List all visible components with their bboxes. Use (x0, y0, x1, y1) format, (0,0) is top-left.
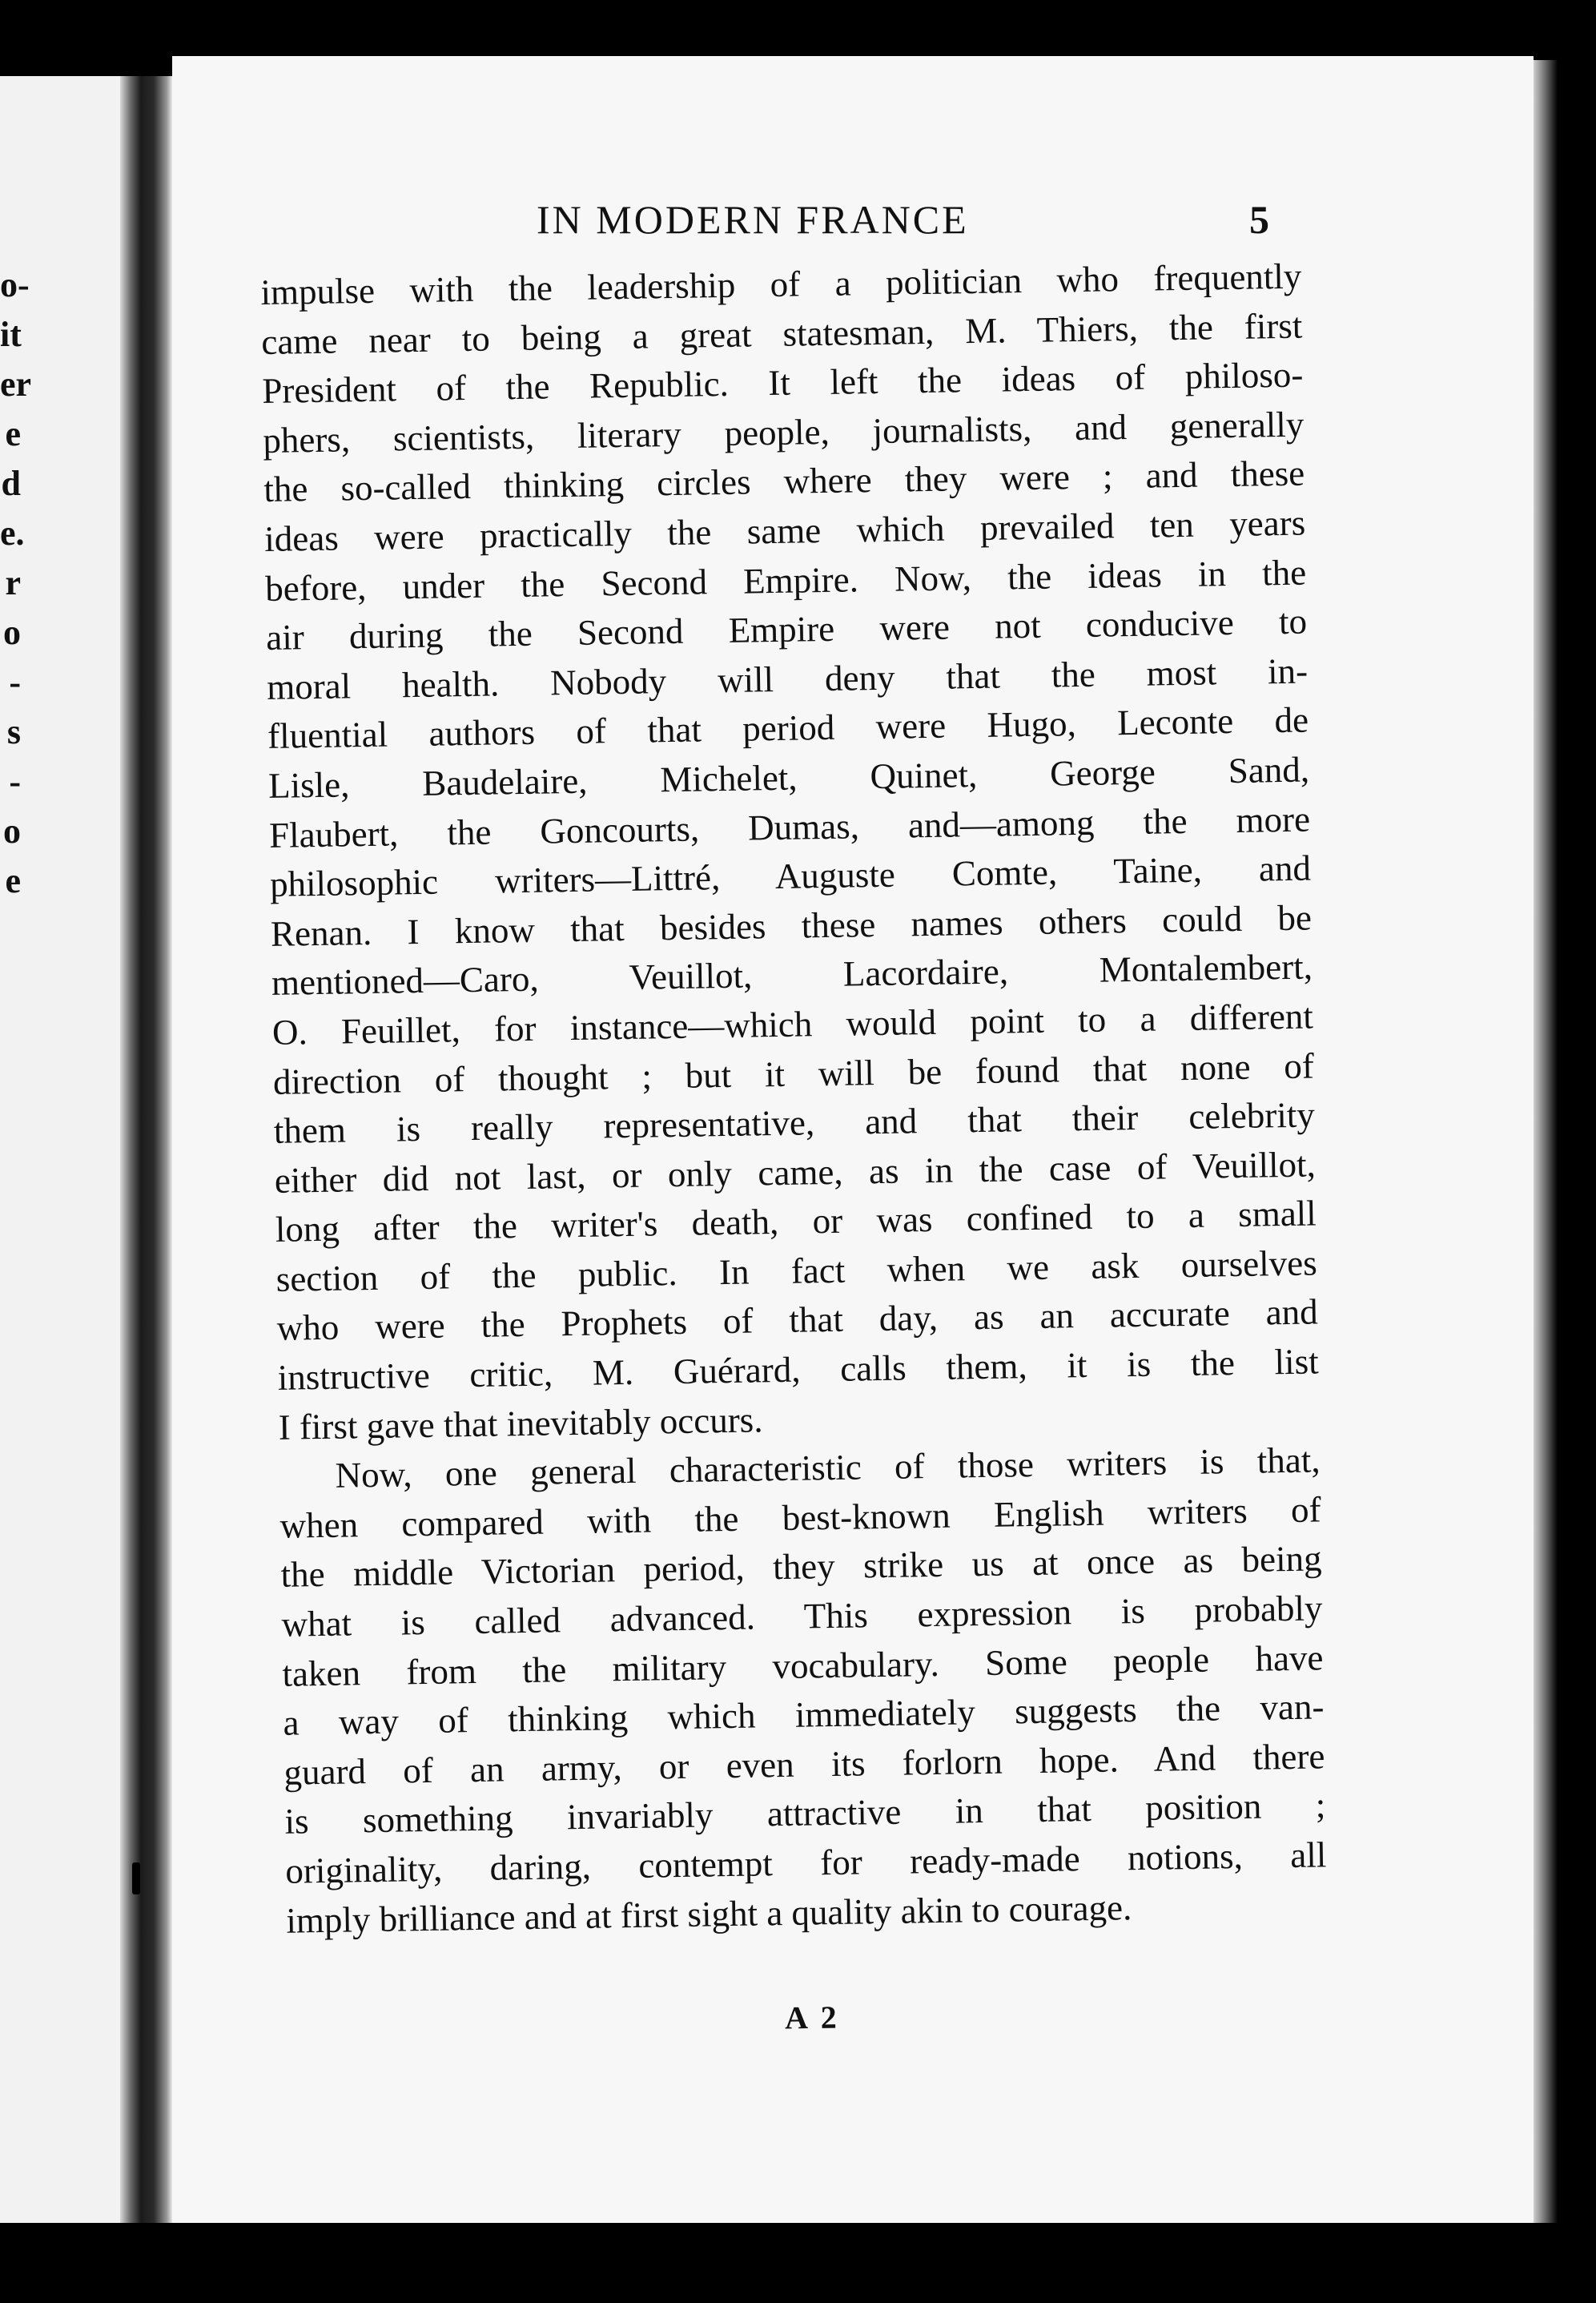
facing-page-fragment: o- (0, 265, 30, 304)
text-line: them is really representative, and that their celebrity (273, 1094, 1316, 1151)
facing-page-fragment: - (9, 762, 21, 801)
text-line: fluential authors of that period were Hugo, Leconte de (267, 699, 1309, 757)
book-gutter (120, 76, 172, 2223)
signature-mark: A 2 (784, 1999, 841, 2036)
text-line: who were the Prophets of that day, as an accurate and (276, 1291, 1319, 1349)
text-line: O. Feuillet, for instance—which would point to a different (271, 996, 1314, 1053)
body-text (260, 252, 1328, 1946)
text-line: air during the Second Empire were not conducive to (265, 601, 1308, 658)
text-line: when compared with the best-known English writers of (279, 1489, 1321, 1546)
text-line: either did not last, or only came, as in the case of Veuillot, (274, 1144, 1317, 1201)
text-line: originality, daring, contempt for ready-made notions, all (285, 1834, 1327, 1891)
book-page (172, 56, 1534, 2223)
text-line: what is called advanced. This expression is probably (281, 1588, 1323, 1645)
facing-page (0, 76, 120, 2223)
page-edge-shadow (1534, 60, 1558, 2223)
paragraph-2 (279, 1436, 1328, 1946)
text-line: direction of thought ; but it will be found that none of (272, 1045, 1315, 1102)
facing-page-fragment: d (1, 464, 21, 503)
text-line: before, under the Second Empire. Now, the ideas in the (264, 552, 1307, 609)
text-line: long after the writer's death, or was confined to a small (275, 1193, 1317, 1250)
text-line: the middle Victorian period, they strike us at once as being (280, 1538, 1322, 1596)
facing-page-fragment: e (5, 861, 21, 900)
text-line: Flaubert, the Goncourts, Dumas, and—among the more (268, 799, 1311, 856)
text-line: is something invariably attractive in that position ; (284, 1785, 1326, 1842)
running-head (172, 196, 1534, 260)
facing-page-fragment: o (3, 811, 21, 851)
text-line: Lisle, Baudelaire, Michelet, Quinet, George Sand, (267, 749, 1310, 806)
gutter-mark (132, 1862, 140, 1894)
facing-page-fragment: r (5, 563, 21, 602)
text-line: section of the public. In fact when we ask ourselves (275, 1242, 1318, 1299)
facing-page-fragment: er (0, 364, 32, 404)
text-line: imply brilliance and at first sight a quality akin to courage. (286, 1886, 1132, 1941)
text-line: the so-called thinking circles where they were ; and these (263, 453, 1305, 510)
facing-page-fragment: e. (0, 513, 25, 553)
facing-page-fragment: it (0, 315, 22, 354)
text-line: a way of thinking which immediately suggests the van- (283, 1686, 1325, 1743)
text-line: came near to being a great statesman, M. Thiers, the first (261, 305, 1303, 362)
text-line: philosophic writers—Littré, Auguste Comte, Taine, and (269, 848, 1312, 905)
text-line: instructive critic, M. Guérard, calls them, it is the list (277, 1341, 1319, 1398)
text-line: ideas were practically the same which prevailed ten years (263, 502, 1306, 559)
text-line: phers, scientists, literary people, journalists, and generally (262, 404, 1305, 461)
text-line: Renan. I know that besides these names others could be (270, 897, 1313, 954)
facing-page-fragment: s (6, 712, 21, 751)
facing-page-fragment: - (9, 662, 21, 702)
text-line: taken from the military vocabulary. Some people have (282, 1637, 1324, 1694)
text-line: I first gave that inevitably occurs. (278, 1399, 763, 1447)
text-line: moral health. Nobody will deny that the most in- (266, 650, 1309, 707)
facing-page-text-fragments (0, 260, 32, 906)
paragraph-1 (260, 252, 1320, 1452)
text-line: guard of an army, or even its forlorn hope. And there (283, 1736, 1325, 1793)
running-title: IN MODERN FRANCE (537, 197, 969, 242)
text-line: mentioned—Caro, Veuillot, Lacordaire, Montalembert, (271, 946, 1313, 1004)
page-number: 5 (1249, 197, 1269, 242)
facing-page-fragment: o (3, 613, 21, 652)
text-line: President of the Republic. It left the ideas of philoso- (262, 354, 1304, 412)
facing-page-fragment: e (5, 414, 21, 453)
text-line: Now, one general characteristic of those writers is that, (335, 1439, 1321, 1496)
text-line: impulse with the leadership of a politician who frequently (260, 256, 1302, 312)
